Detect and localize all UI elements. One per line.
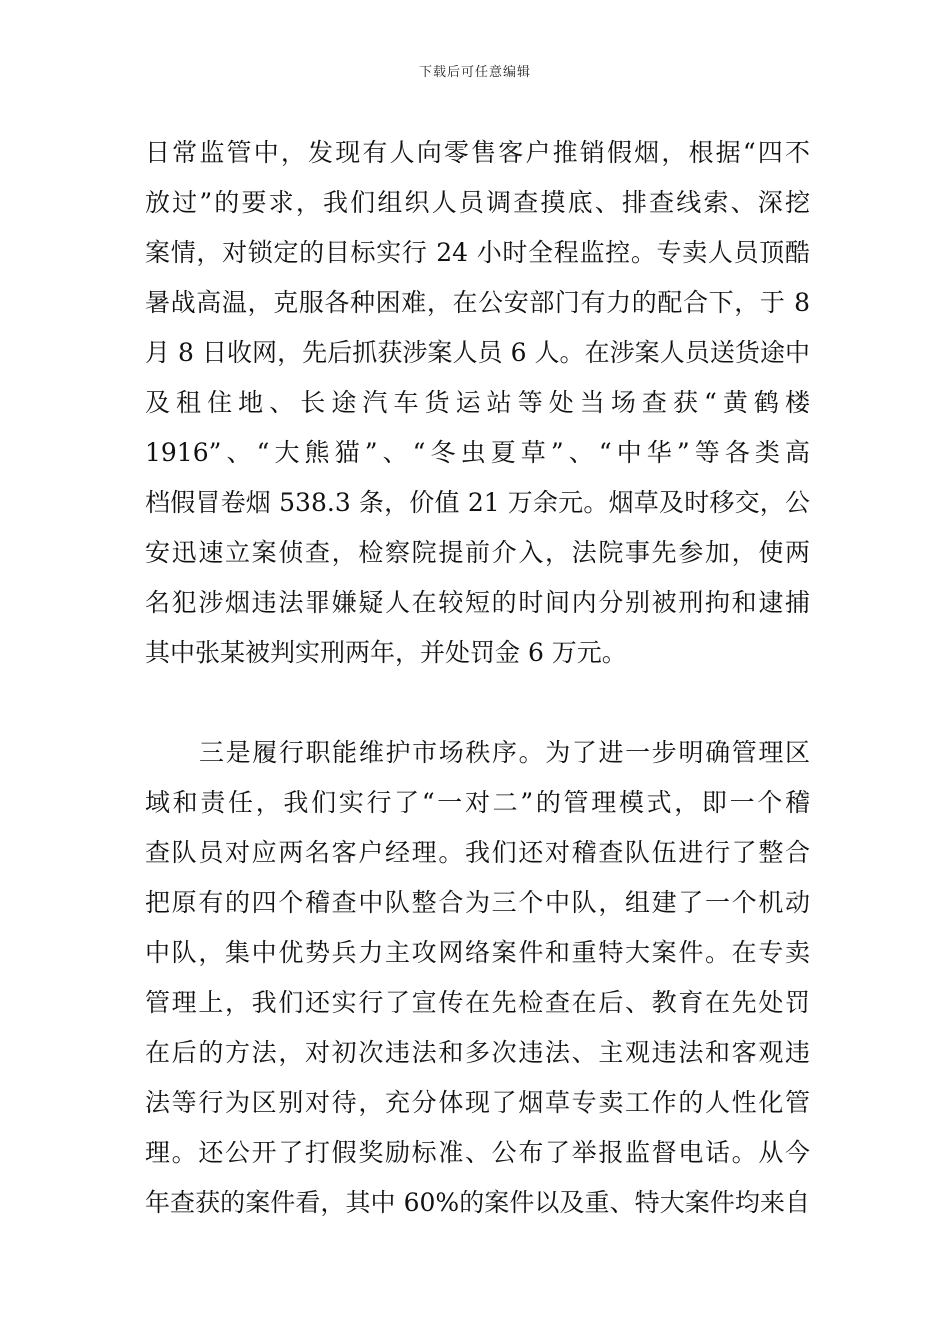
document-body	[145, 128, 810, 1228]
text-line: 其中张某被判实刑两年，并处罚金 6 万元。	[145, 638, 627, 667]
text-line: 安迅速立案侦查，检察院提前介入，法院事先参加，使两	[145, 538, 810, 567]
text-line: 在后的方法，对初次违法和多次违法、主观违法和客观违	[145, 1038, 810, 1067]
text-line: 域和责任，我们实行了“一对二”的管理模式，即一个稽	[145, 788, 810, 817]
text-line: 理。还公开了打假奖励标准、公布了举报监督电话。从今	[145, 1138, 810, 1167]
paragraph-market-order	[145, 728, 810, 1228]
text-line: 中队，集中优势兵力主攻网络案件和重特大案件。在专卖	[145, 938, 810, 967]
text-line: 管理上，我们还实行了宣传在先检查在后、教育在先处罚	[145, 988, 810, 1017]
text-line: 放过”的要求，我们组织人员调查摸底、排查线索、深挖	[145, 188, 810, 217]
text-line: 档假冒卷烟 538.3 条，价值 21 万余元。烟草及时移交，公	[145, 488, 810, 517]
text-line: 年查获的案件看，其中 60%的案件以及重、特大案件均来自	[145, 1188, 810, 1217]
paragraph-case-report	[145, 128, 810, 678]
text-line: 1916”、“大熊猫”、“冬虫夏草”、“中华”等各类高	[145, 438, 810, 467]
text-line: 暑战高温，克服各种困难，在公安部门有力的配合下，于 8	[145, 288, 810, 317]
text-line: 日常监管中，发现有人向零售客户推销假烟，根据“四不	[145, 138, 810, 167]
text-line: 法等行为区别对待，充分体现了烟草专卖工作的人性化管	[145, 1088, 810, 1117]
text-line: 及租住地、长途汽车货运站等处当场查获“黄鹤楼	[145, 388, 810, 417]
page-header: 下载后可任意编辑	[418, 65, 531, 80]
text-line: 名犯涉烟违法罪嫌疑人在较短的时间内分别被刑拘和逮捕	[145, 588, 810, 617]
paragraph-spacer	[145, 678, 810, 728]
text-line: 三是履行职能维护市场秩序。为了进一步明确管理区	[199, 738, 810, 767]
text-line: 把原有的四个稽查中队整合为三个中队，组建了一个机动	[145, 888, 810, 917]
text-line: 月 8 日收网，先后抓获涉案人员 6 人。在涉案人员送货途中	[145, 338, 810, 367]
text-line: 查队员对应两名客户经理。我们还对稽查队伍进行了整合	[145, 838, 810, 867]
text-line: 案情，对锁定的目标实行 24 小时全程监控。专卖人员顶酷	[145, 238, 810, 267]
